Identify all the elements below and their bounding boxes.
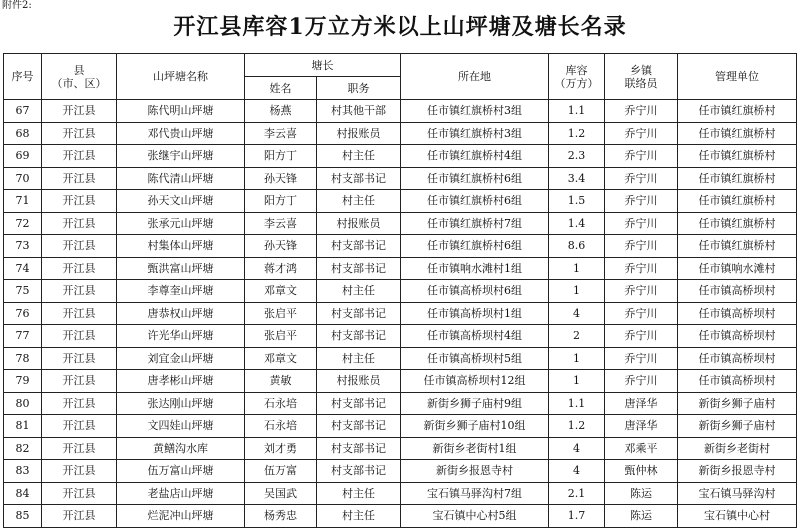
cell-location: 新街乡狮子庙村10组 (401, 415, 549, 438)
cell-seq: 73 (4, 235, 42, 258)
cell-management-unit: 任市镇高桥坝村 (678, 347, 797, 370)
cell-county: 开江县 (42, 122, 117, 145)
cell-capacity: 1.2 (549, 122, 605, 145)
cell-chief-name: 张启平 (245, 302, 317, 325)
cell-capacity: 1.7 (549, 505, 605, 528)
table-row (4, 167, 797, 190)
cell-chief-name: 张启平 (245, 325, 317, 348)
cell-county: 开江县 (42, 302, 117, 325)
cell-seq: 81 (4, 415, 42, 438)
cell-chief-name: 石永培 (245, 415, 317, 438)
cell-location: 宝石镇中心村5组 (401, 505, 549, 528)
cell-management-unit: 新街乡报恩寺村 (678, 460, 797, 483)
cell-chief-name: 李云喜 (245, 212, 317, 235)
cell-capacity: 1 (549, 370, 605, 393)
cell-pond-name: 老盐店山坪塘 (117, 482, 245, 505)
cell-location: 任市镇红旗桥村6组 (401, 190, 549, 213)
header-county-line2: （市、区） (51, 76, 107, 90)
cell-chief-name: 黄敏 (245, 370, 317, 393)
cell-county: 开江县 (42, 257, 117, 280)
table-row (4, 100, 797, 123)
cell-chief-position: 村支部书记 (317, 415, 401, 438)
header-chief-name: 姓名 (245, 77, 317, 100)
cell-management-unit: 任市镇红旗桥村 (678, 122, 797, 145)
cell-seq: 75 (4, 280, 42, 303)
cell-location: 任市镇高桥坝村4组 (401, 325, 549, 348)
cell-seq: 72 (4, 212, 42, 235)
cell-pond-name: 文四娃山坪塘 (117, 415, 245, 438)
cell-location: 任市镇红旗桥村4组 (401, 145, 549, 168)
table-row (4, 325, 797, 348)
cell-township-contact: 乔宁川 (605, 212, 678, 235)
cell-management-unit: 任市镇红旗桥村 (678, 145, 797, 168)
cell-pond-name: 陈代清山坪塘 (117, 167, 245, 190)
cell-capacity: 1.2 (549, 415, 605, 438)
cell-pond-name: 唐孝彬山坪塘 (117, 370, 245, 393)
cell-chief-name: 伍万富 (245, 460, 317, 483)
cell-pond-name: 张继宇山坪塘 (117, 145, 245, 168)
cell-seq: 84 (4, 482, 42, 505)
cell-location: 任市镇红旗桥村7组 (401, 212, 549, 235)
table-row (4, 257, 797, 280)
cell-seq: 69 (4, 145, 42, 168)
header-chief-position: 职务 (317, 77, 401, 100)
cell-chief-position: 村主任 (317, 347, 401, 370)
cell-chief-name: 孙天锋 (245, 235, 317, 258)
cell-seq: 67 (4, 100, 42, 123)
cell-county: 开江县 (42, 437, 117, 460)
cell-chief-name: 阳方丁 (245, 145, 317, 168)
cell-county: 开江县 (42, 235, 117, 258)
cell-chief-position: 村支部书记 (317, 257, 401, 280)
table-row (4, 302, 797, 325)
cell-location: 新街乡报恩寺村 (401, 460, 549, 483)
cell-management-unit: 任市镇高桥坝村 (678, 280, 797, 303)
cell-chief-position: 村支部书记 (317, 235, 401, 258)
cell-location: 新街乡狮子庙村9组 (401, 392, 549, 415)
cell-chief-name: 孙天锋 (245, 167, 317, 190)
cell-county: 开江县 (42, 100, 117, 123)
cell-pond-name: 李尊奎山坪塘 (117, 280, 245, 303)
cell-county: 开江县 (42, 190, 117, 213)
cell-pond-name: 刘宜金山坪塘 (117, 347, 245, 370)
cell-chief-position: 村报账员 (317, 212, 401, 235)
cell-location: 任市镇高桥坝村6组 (401, 280, 549, 303)
header-location: 所在地 (401, 54, 549, 100)
header-township-line1: 乡镇 (630, 63, 652, 77)
cell-township-contact: 唐泽华 (605, 415, 678, 438)
cell-seq: 79 (4, 370, 42, 393)
cell-capacity: 4 (549, 437, 605, 460)
cell-township-contact: 陈运 (605, 482, 678, 505)
cell-chief-position: 村支部书记 (317, 302, 401, 325)
cell-township-contact: 乔宁川 (605, 325, 678, 348)
cell-chief-position: 村报账员 (317, 370, 401, 393)
cell-township-contact: 乔宁川 (605, 302, 678, 325)
cell-capacity: 1.4 (549, 212, 605, 235)
cell-capacity: 1.1 (549, 392, 605, 415)
table-row (4, 122, 797, 145)
cell-location: 任市镇高桥坝村1组 (401, 302, 549, 325)
cell-pond-name: 陈代明山坪塘 (117, 100, 245, 123)
cell-chief-position: 村支部书记 (317, 325, 401, 348)
table-row (4, 505, 797, 528)
cell-township-contact: 乔宁川 (605, 145, 678, 168)
cell-township-contact: 乔宁川 (605, 257, 678, 280)
header-pond-name: 山坪塘名称 (117, 54, 245, 100)
cell-seq: 76 (4, 302, 42, 325)
cell-township-contact: 乔宁川 (605, 370, 678, 393)
cell-capacity: 2.3 (549, 145, 605, 168)
header-capacity-line1: 库容 (565, 63, 588, 77)
cell-capacity: 1.5 (549, 190, 605, 213)
cell-seq: 83 (4, 460, 42, 483)
header-township-line2: 联络员 (624, 76, 658, 90)
cell-capacity: 8.6 (549, 235, 605, 258)
cell-location: 任市镇高桥坝村12组 (401, 370, 549, 393)
cell-capacity: 1.1 (549, 100, 605, 123)
cell-chief-name: 杨燕 (245, 100, 317, 123)
cell-capacity: 2 (549, 325, 605, 348)
cell-location: 任市镇红旗桥村6组 (401, 235, 549, 258)
cell-management-unit: 新街乡狮子庙村 (678, 392, 797, 415)
cell-county: 开江县 (42, 415, 117, 438)
header-county-line1: 县 (73, 63, 85, 77)
cell-county: 开江县 (42, 370, 117, 393)
cell-management-unit: 任市镇红旗桥村 (678, 235, 797, 258)
table-row (4, 145, 797, 168)
cell-management-unit: 任市镇红旗桥村 (678, 167, 797, 190)
cell-chief-position: 村主任 (317, 190, 401, 213)
cell-chief-name: 蒋才鸿 (245, 257, 317, 280)
cell-seq: 85 (4, 505, 42, 528)
table-row (4, 280, 797, 303)
cell-management-unit: 新街乡老街村 (678, 437, 797, 460)
attachment-label: 附件2: (2, 0, 32, 11)
table-row (4, 392, 797, 415)
cell-management-unit: 任市镇高桥坝村 (678, 370, 797, 393)
cell-management-unit: 任市镇高桥坝村 (678, 325, 797, 348)
cell-pond-name: 邓代贵山坪塘 (117, 122, 245, 145)
cell-seq: 78 (4, 347, 42, 370)
cell-seq: 71 (4, 190, 42, 213)
cell-county: 开江县 (42, 392, 117, 415)
cell-chief-name: 杨秀忠 (245, 505, 317, 528)
table-row (4, 460, 797, 483)
cell-county: 开江县 (42, 280, 117, 303)
table-row (4, 482, 797, 505)
cell-county: 开江县 (42, 212, 117, 235)
cell-pond-name: 孙天文山坪塘 (117, 190, 245, 213)
cell-chief-name: 李云喜 (245, 122, 317, 145)
cell-chief-name: 刘才勇 (245, 437, 317, 460)
cell-county: 开江县 (42, 167, 117, 190)
cell-chief-position: 村支部书记 (317, 167, 401, 190)
cell-county: 开江县 (42, 505, 117, 528)
table-header (4, 54, 797, 100)
cell-capacity: 1 (549, 257, 605, 280)
cell-management-unit: 宝石镇中心村 (678, 505, 797, 528)
cell-location: 任市镇响水滩村1组 (401, 257, 549, 280)
header-pond-chief: 塘长 (245, 54, 401, 77)
cell-township-contact: 乔宁川 (605, 100, 678, 123)
cell-chief-name: 吴国武 (245, 482, 317, 505)
cell-location: 任市镇红旗桥村6组 (401, 167, 549, 190)
cell-township-contact: 乔宁川 (605, 190, 678, 213)
cell-pond-name: 甄洪富山坪塘 (117, 257, 245, 280)
cell-location: 宝石镇马驿沟村7组 (401, 482, 549, 505)
cell-chief-name: 石永培 (245, 392, 317, 415)
cell-location: 新街乡老街村1组 (401, 437, 549, 460)
cell-township-contact: 唐泽华 (605, 392, 678, 415)
cell-management-unit: 任市镇红旗桥村 (678, 100, 797, 123)
cell-management-unit: 任市镇高桥坝村 (678, 302, 797, 325)
cell-county: 开江县 (42, 347, 117, 370)
cell-capacity: 4 (549, 302, 605, 325)
cell-pond-name: 伍万富山坪塘 (117, 460, 245, 483)
table-row (4, 190, 797, 213)
cell-seq: 77 (4, 325, 42, 348)
cell-chief-name: 阳方丁 (245, 190, 317, 213)
cell-township-contact: 乔宁川 (605, 167, 678, 190)
cell-county: 开江县 (42, 482, 117, 505)
cell-capacity: 2.1 (549, 482, 605, 505)
cell-management-unit: 任市镇响水滩村 (678, 257, 797, 280)
table-row (4, 235, 797, 258)
cell-seq: 68 (4, 122, 42, 145)
table-body (4, 100, 797, 528)
cell-pond-name: 张达刚山坪塘 (117, 392, 245, 415)
cell-chief-position: 村报账员 (317, 122, 401, 145)
cell-chief-position: 村支部书记 (317, 392, 401, 415)
header-county (42, 54, 117, 100)
cell-township-contact: 乔宁川 (605, 347, 678, 370)
cell-management-unit: 任市镇红旗桥村 (678, 190, 797, 213)
table-row (4, 370, 797, 393)
cell-chief-position: 村支部书记 (317, 460, 401, 483)
cell-township-contact: 乔宁川 (605, 122, 678, 145)
cell-location: 任市镇红旗桥村3组 (401, 100, 549, 123)
cell-chief-position: 村主任 (317, 482, 401, 505)
cell-seq: 80 (4, 392, 42, 415)
cell-pond-name: 村集体山坪塘 (117, 235, 245, 258)
cell-pond-name: 张承元山坪塘 (117, 212, 245, 235)
cell-capacity: 1 (549, 347, 605, 370)
cell-chief-position: 村其他干部 (317, 100, 401, 123)
cell-pond-name: 唐恭权山坪塘 (117, 302, 245, 325)
cell-pond-name: 黄鳝沟水库 (117, 437, 245, 460)
document-title: 开江县库容1万立方米以上山坪塘及塘长名录 (173, 14, 627, 40)
table-row (4, 212, 797, 235)
table-row (4, 415, 797, 438)
pond-registry-table (3, 53, 797, 528)
cell-chief-name: 邓章文 (245, 347, 317, 370)
cell-capacity: 4 (549, 460, 605, 483)
cell-seq: 70 (4, 167, 42, 190)
cell-township-contact: 甄仲林 (605, 460, 678, 483)
header-seq: 序号 (4, 54, 42, 100)
cell-chief-position: 村主任 (317, 145, 401, 168)
table-row (4, 437, 797, 460)
cell-township-contact: 乔宁川 (605, 235, 678, 258)
cell-management-unit: 新街乡狮子庙村 (678, 415, 797, 438)
cell-county: 开江县 (42, 460, 117, 483)
cell-chief-position: 村支部书记 (317, 437, 401, 460)
cell-capacity: 1 (549, 280, 605, 303)
header-management-unit: 管理单位 (678, 54, 797, 100)
header-capacity (549, 54, 605, 100)
cell-seq: 82 (4, 437, 42, 460)
table-row (4, 347, 797, 370)
header-capacity-line2: （万方） (554, 76, 599, 90)
cell-township-contact: 陈运 (605, 505, 678, 528)
cell-township-contact: 邓乘平 (605, 437, 678, 460)
cell-pond-name: 许光华山坪塘 (117, 325, 245, 348)
cell-chief-position: 村主任 (317, 505, 401, 528)
cell-chief-position: 村主任 (317, 280, 401, 303)
header-township-contact (605, 54, 678, 100)
cell-capacity: 3.4 (549, 167, 605, 190)
cell-pond-name: 烂泥冲山坪塘 (117, 505, 245, 528)
cell-management-unit: 宝石镇马驿沟村 (678, 482, 797, 505)
cell-township-contact: 乔宁川 (605, 280, 678, 303)
cell-location: 任市镇红旗桥村3组 (401, 122, 549, 145)
cell-location: 任市镇高桥坝村5组 (401, 347, 549, 370)
cell-seq: 74 (4, 257, 42, 280)
cell-management-unit: 任市镇红旗桥村 (678, 212, 797, 235)
cell-county: 开江县 (42, 145, 117, 168)
cell-chief-name: 邓章文 (245, 280, 317, 303)
cell-county: 开江县 (42, 325, 117, 348)
